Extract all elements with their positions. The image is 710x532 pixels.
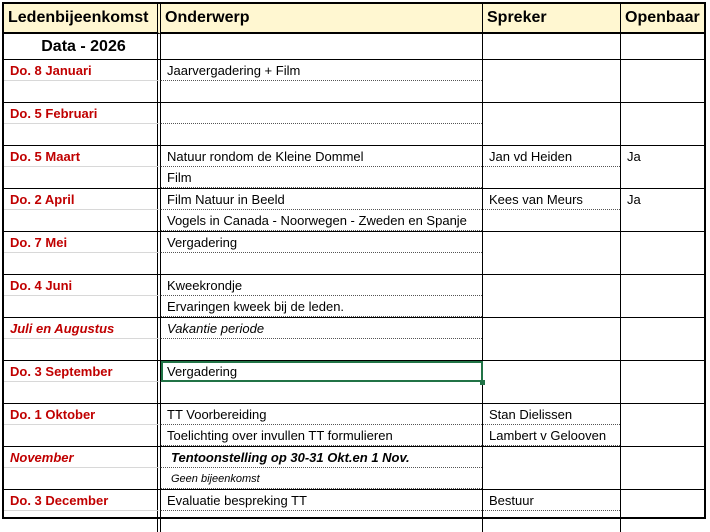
speaker-cell[interactable] [483, 318, 621, 339]
public-cell[interactable] [621, 210, 704, 231]
table-row [4, 275, 704, 296]
speaker-cell[interactable] [483, 253, 621, 274]
table-row [4, 81, 704, 102]
topic-cell[interactable]: Geen bijeenkomst [161, 468, 483, 489]
table-row [4, 146, 704, 167]
speaker-cell[interactable] [483, 275, 621, 296]
public-cell[interactable] [621, 275, 704, 296]
speaker-cell[interactable] [483, 103, 621, 124]
speaker-cell[interactable] [483, 167, 621, 188]
topic-cell[interactable] [161, 382, 483, 403]
meeting-block [4, 59, 704, 102]
meeting-block [4, 102, 704, 145]
speaker-cell[interactable] [483, 339, 621, 360]
speaker-cell[interactable] [483, 210, 621, 231]
date-cell[interactable]: Do. 2 April [4, 189, 161, 210]
speaker-cell[interactable] [483, 447, 621, 468]
meeting-block [4, 446, 704, 489]
public-cell[interactable] [621, 404, 704, 425]
meeting-block [4, 145, 704, 188]
cell[interactable] [4, 210, 161, 231]
public-cell[interactable] [621, 296, 704, 317]
speaker-cell[interactable] [483, 382, 621, 403]
topic-cell[interactable]: Film [161, 167, 483, 188]
table-row [4, 210, 704, 231]
public-cell[interactable] [621, 382, 704, 403]
speaker-cell[interactable]: Jan vd Heiden [483, 146, 621, 167]
public-cell[interactable] [621, 253, 704, 274]
speaker-cell[interactable] [483, 81, 621, 102]
public-cell[interactable] [621, 318, 704, 339]
public-cell[interactable] [621, 124, 704, 145]
public-cell[interactable]: Ja [627, 192, 641, 207]
header-openbaar[interactable]: Openbaar [621, 4, 704, 34]
topic-cell[interactable]: TT Voorbereiding [161, 404, 483, 425]
public-cell[interactable] [621, 447, 704, 468]
table-row [4, 404, 704, 425]
date-cell[interactable]: November [4, 447, 161, 468]
table-row [4, 447, 704, 468]
speaker-cell[interactable] [483, 361, 621, 382]
public-cell[interactable] [621, 425, 704, 446]
topic-cell[interactable] [161, 124, 483, 145]
speaker-cell[interactable] [483, 468, 621, 489]
cell[interactable] [4, 425, 161, 446]
header-ledenbijeenkomst[interactable]: Ledenbijeenkomst [4, 4, 161, 34]
year-label[interactable]: Data - 2026 [4, 34, 161, 59]
table-row [4, 382, 704, 403]
date-cell[interactable]: Do. 4 Juni [4, 275, 161, 296]
topic-cell[interactable]: Vakantie periode [161, 318, 483, 339]
table-row [4, 318, 704, 339]
public-cell[interactable] [621, 468, 704, 489]
date-cell[interactable]: Do. 5 Februari [4, 103, 161, 124]
public-cell[interactable] [621, 490, 704, 511]
topic-cell[interactable]: Jaarvergadering + Film [161, 60, 483, 81]
meeting-block [4, 231, 704, 274]
meeting-block [4, 274, 704, 317]
year-row [4, 34, 704, 59]
topic-cell[interactable]: Film Natuur in Beeld [161, 189, 483, 210]
speaker-cell[interactable]: Stan Dielissen [483, 404, 621, 425]
topic-cell[interactable] [161, 253, 483, 274]
cell[interactable] [483, 34, 621, 59]
table-row [4, 103, 704, 124]
topic-cell[interactable]: Vergadering [161, 361, 483, 382]
table-row [4, 425, 704, 446]
speaker-cell[interactable] [483, 232, 621, 253]
topic-cell[interactable]: Tentoonstelling op 30-31 Okt.en 1 Nov. [161, 447, 483, 468]
speaker-cell[interactable]: Lambert v Gelooven [483, 425, 621, 446]
speaker-cell[interactable]: Bestuur [483, 490, 621, 511]
table-row [4, 189, 704, 210]
cell[interactable] [4, 468, 161, 489]
table-row [4, 296, 704, 317]
table-row [4, 167, 704, 188]
speaker-cell[interactable] [483, 124, 621, 145]
topic-cell[interactable] [161, 103, 483, 124]
cell[interactable] [621, 34, 704, 59]
meeting-block [4, 188, 704, 231]
topic-cell[interactable]: Evaluatie bespreking TT [161, 490, 483, 511]
meeting-block [4, 489, 704, 532]
cell[interactable] [4, 253, 161, 274]
cell[interactable] [4, 124, 161, 145]
meeting-block [4, 317, 704, 360]
date-cell[interactable]: Do. 3 December [4, 490, 161, 511]
public-cell[interactable] [621, 232, 704, 253]
public-cell[interactable] [621, 60, 704, 81]
public-cell[interactable] [621, 361, 704, 382]
table-row [4, 253, 704, 274]
topic-cell[interactable]: Vogels in Canada - Noorwegen - Zweden en Spanje [161, 210, 483, 231]
topic-cell[interactable] [161, 81, 483, 102]
cell[interactable] [4, 167, 161, 188]
table-row [4, 60, 704, 81]
table-row [4, 232, 704, 253]
topic-cell[interactable]: Ervaringen kweek bij de leden. [161, 296, 483, 317]
header-onderwerp[interactable]: Onderwerp [161, 4, 483, 34]
public-cell[interactable] [621, 103, 704, 124]
cell[interactable] [4, 382, 161, 403]
table-row [4, 468, 704, 489]
topic-cell[interactable]: Kweekrondje [161, 275, 483, 296]
topic-cell[interactable]: Toelichting over invullen TT formulieren [161, 425, 483, 446]
speaker-cell[interactable] [483, 60, 621, 81]
spreadsheet [2, 2, 706, 519]
table-row [4, 361, 704, 382]
header-row [4, 4, 704, 34]
speaker-cell[interactable] [483, 296, 621, 317]
header-spreker[interactable]: Spreker [483, 4, 621, 34]
meeting-block [4, 403, 704, 446]
table-row [4, 339, 704, 360]
meeting-block [4, 360, 704, 403]
topic-cell[interactable]: Vergadering [161, 232, 483, 253]
cell[interactable] [4, 81, 161, 102]
cell[interactable] [161, 34, 483, 59]
topic-cell[interactable] [161, 339, 483, 360]
public-cell[interactable] [621, 81, 704, 102]
public-cell[interactable] [621, 167, 704, 188]
date-cell[interactable]: Do. 1 Oktober [4, 404, 161, 425]
speaker-cell[interactable]: Kees van Meurs [483, 189, 621, 210]
date-cell[interactable]: Do. 5 Maart [4, 146, 161, 167]
date-cell[interactable]: Do. 7 Mei [4, 232, 161, 253]
cell[interactable] [4, 296, 161, 317]
date-cell[interactable]: Juli en Augustus [4, 318, 161, 339]
public-cell[interactable]: Ja [627, 149, 641, 164]
topic-cell[interactable]: Natuur rondom de Kleine Dommel [161, 146, 483, 167]
table-row [4, 490, 704, 511]
cell[interactable] [4, 339, 161, 360]
public-cell[interactable] [621, 339, 704, 360]
table-row [4, 124, 704, 145]
date-cell[interactable]: Do. 8 Januari [4, 60, 161, 81]
date-cell[interactable]: Do. 3 September [4, 361, 161, 382]
